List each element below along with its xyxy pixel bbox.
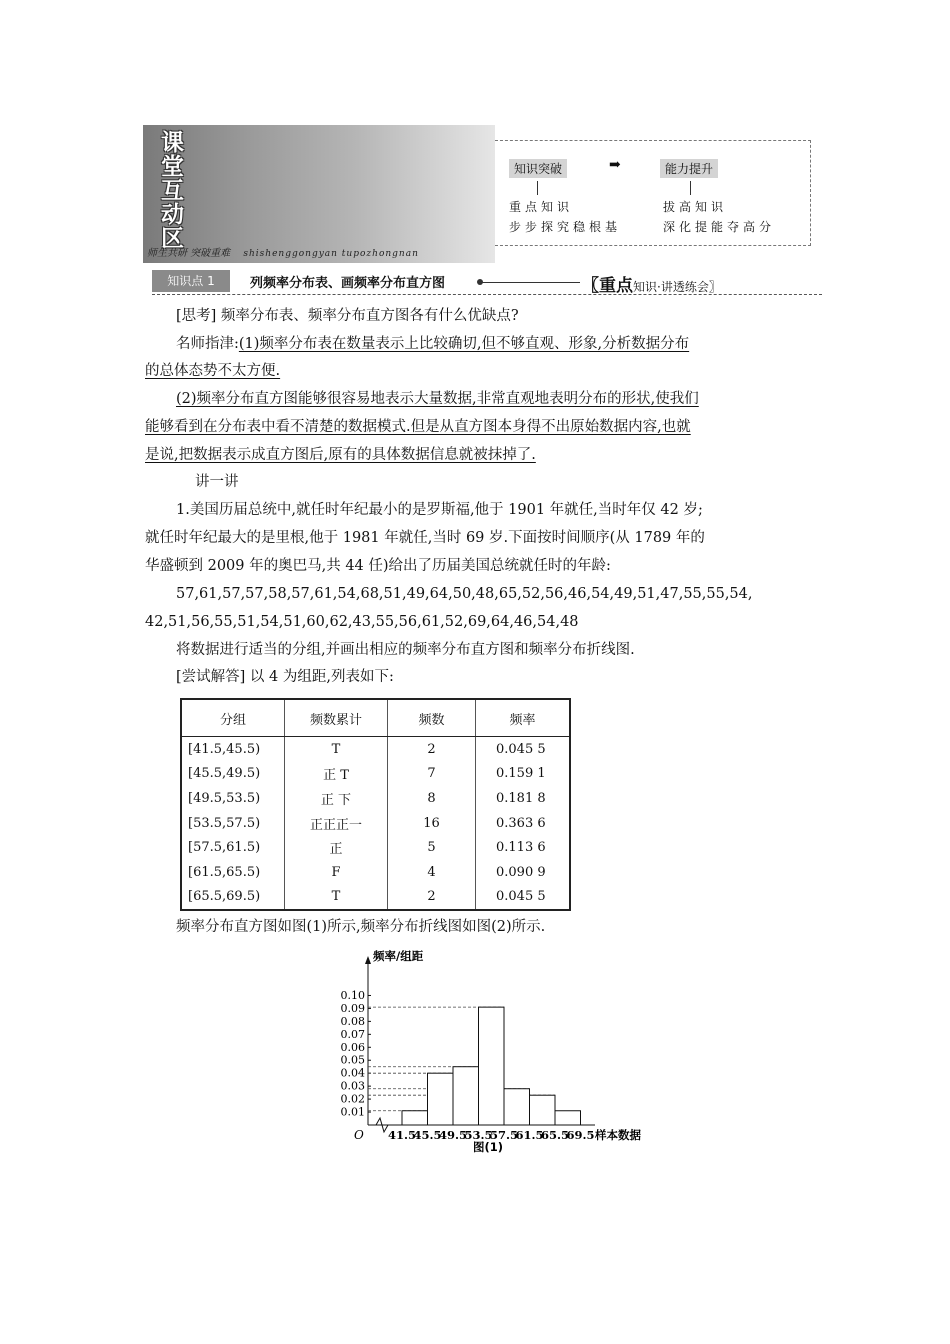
frequency-cell: 0.159 1: [496, 766, 546, 782]
table-header-row: [181, 699, 570, 737]
x-tick-label: 53.5: [464, 1128, 493, 1142]
table-row: [181, 811, 570, 836]
banner-right-line2: 深化提能夺高分: [663, 220, 776, 234]
banner-title-char: 区: [161, 226, 184, 252]
table-row: [181, 762, 570, 787]
y-tick-label: 0.07: [340, 1027, 365, 1041]
data-line: 42,51,56,55,51,54,51,60,62,43,55,56,61,52,69,64,46,54,48: [145, 614, 579, 630]
y-tick-label: 0.09: [340, 1001, 365, 1015]
histogram-bar: [504, 1089, 530, 1125]
table-header: 频数累计: [285, 699, 388, 737]
table-row: [181, 885, 570, 911]
y-tick-label: 0.03: [340, 1079, 365, 1093]
banner-title-char: 互: [161, 178, 184, 204]
x-tick-label: 45.5: [413, 1128, 442, 1142]
count-cell: 5: [388, 835, 476, 860]
problem-text: 就任时年纪最大的是里根,他于 1981 年就任,当时 69 岁.下面按时间顺序(从 1789 年的: [145, 530, 705, 546]
guide-text: 是说,把数据表示成直方图后,原有的具体数据信息就被抹掉了.: [145, 447, 536, 463]
banner-title: [161, 131, 201, 251]
banner-subtitle-text: 师生共研 突破重难: [147, 248, 231, 259]
group-cell: [41.5,45.5): [181, 737, 285, 762]
guide-label: 名师指津:: [176, 336, 239, 352]
table-row: [181, 835, 570, 860]
banner-subtitle: [147, 244, 419, 259]
banner-title-char: 课: [161, 130, 184, 156]
frequency-table: [180, 698, 571, 911]
chart-caption: 图(1): [472, 1140, 504, 1153]
tally-cell: F: [285, 860, 388, 885]
histogram-bar: [479, 1007, 505, 1125]
banner-left-line2: 步步探究稳根基: [509, 220, 622, 234]
group-cell: [53.5,57.5): [181, 811, 285, 836]
guide-text: (2)频率分布直方图能够很容易地表示大量数据,非常直观地表明分布的形状,使我们: [176, 391, 699, 407]
knowledge-chip: 知识突破: [509, 159, 567, 178]
count-cell: 16: [388, 811, 476, 836]
banner: [143, 125, 813, 263]
problem-text: 1.美国历届总统中,就任时年纪最小的是罗斯福,他于 1901 年就任,当时年仅 42 岁;: [176, 502, 703, 518]
section-header: [152, 270, 822, 295]
histogram-bar: [428, 1073, 454, 1125]
y-tick-label: 0.08: [340, 1014, 365, 1028]
divider: [537, 181, 538, 195]
x-tick-label: 57.5: [489, 1128, 519, 1142]
banner-subtitle-pinyin: shishenggongyan tupozhongnan: [243, 249, 419, 259]
y-tick-label: 0.06: [340, 1040, 365, 1054]
banner-title-char: 堂: [161, 154, 184, 180]
y-tick-label: 0.01: [340, 1105, 365, 1119]
group-cell: [49.5,53.5): [181, 786, 285, 811]
banner-right-line1: 拔高知识: [663, 200, 728, 214]
count-cell: 7: [388, 762, 476, 787]
histogram-chart: [320, 948, 660, 1153]
banner-photo: [143, 125, 495, 263]
y-tick-label: 0.02: [340, 1092, 365, 1106]
x-tick-label: 61.5: [515, 1128, 544, 1142]
x-tick-label: 41.5: [387, 1128, 417, 1142]
guide-text: 能够看到在分布表中看不清楚的数据模式.但是从直方图本身得不出原始数据内容,也就: [145, 419, 691, 435]
table-row: [181, 860, 570, 885]
arrow-icon: ➡: [609, 157, 621, 173]
data-line: 57,61,57,57,58,57,61,54,68,51,49,64,50,48,65,52,56,46,54,49,51,47,55,55,54,: [176, 586, 753, 602]
count-cell: 2: [388, 737, 476, 762]
count-cell: 8: [388, 786, 476, 811]
table-header: 分组: [181, 699, 285, 737]
group-cell: [65.5,69.5): [181, 885, 285, 911]
x-tick-label: 69.5: [566, 1128, 595, 1142]
y-tick-label: 0.10: [340, 988, 365, 1002]
answer-text: [尝试解答] 以 4 为组距,列表如下:: [176, 669, 394, 685]
divider: [690, 181, 691, 195]
origin-label: O: [354, 1128, 364, 1142]
table-row: [181, 786, 570, 811]
after-table-text: 频率分布直方图如图(1)所示,频率分布折线图如图(2)所示.: [176, 919, 546, 935]
guide-text: (1)频率分布表在数量表示上比较确切,但不够直观、形象,分析数据分布: [238, 336, 690, 352]
histogram-bar: [453, 1067, 479, 1125]
think-question: [思考] 频率分布表、频率分布直方图各有什么优缺点?: [176, 308, 519, 324]
group-cell: [61.5,65.5): [181, 860, 285, 885]
histogram-bar: [530, 1095, 556, 1125]
divider: [482, 282, 580, 283]
frequency-cell: 0.045 5: [496, 889, 546, 905]
y-axis-arrow-icon: [365, 956, 371, 964]
tally-cell: T: [285, 885, 388, 911]
table-header: 频数: [388, 699, 476, 737]
guide-line: [176, 334, 689, 354]
frequency-cell: 0.181 8: [496, 790, 546, 806]
table-row: [181, 737, 570, 762]
problem-text: 华盛顿到 2009 年的奥巴马,共 44 任)给出了历届美国总统就任时的年龄:: [145, 558, 611, 574]
y-axis-label: 频率/组距: [373, 949, 424, 963]
banner-box: [495, 140, 811, 246]
tally-cell: 正 T: [285, 762, 388, 787]
x-tick-label: 49.5: [438, 1128, 468, 1142]
section-tag: [582, 271, 721, 296]
section-tag-rest: 知识·讲透练会〗: [633, 280, 721, 294]
jiang-heading: 讲一讲: [195, 474, 239, 490]
frequency-cell: 0.363 6: [496, 815, 546, 831]
section-tag-big: 〖重点: [582, 276, 633, 296]
x-tick-label: 65.5: [540, 1128, 570, 1142]
frequency-cell: 0.045 5: [496, 741, 546, 757]
histogram-bar: [555, 1111, 581, 1125]
tally-cell: 正 下: [285, 786, 388, 811]
table-header: 频率: [476, 699, 571, 737]
count-cell: 4: [388, 860, 476, 885]
frequency-cell: 0.090 9: [496, 864, 546, 880]
histogram-bar: [402, 1111, 428, 1125]
section-title: 列频率分布表、画频率分布直方图: [250, 276, 446, 291]
tally-cell: 正正正一: [285, 811, 388, 836]
tally-cell: 正: [285, 835, 388, 860]
guide-text: 的总体态势不太方便.: [145, 363, 281, 379]
y-tick-label: 0.04: [340, 1066, 365, 1080]
task-text: 将数据进行适当的分组,并画出相应的频率分布直方图和频率分布折线图.: [176, 642, 635, 658]
group-cell: [57.5,61.5): [181, 835, 285, 860]
banner-left-line1: 重点知识: [509, 200, 574, 214]
ability-chip: 能力提升: [660, 159, 718, 178]
banner-title-char: 动: [161, 202, 184, 228]
tally-cell: T: [285, 737, 388, 762]
count-cell: 2: [388, 885, 476, 911]
x-axis-label: 样本数据: [595, 1128, 641, 1142]
group-cell: [45.5,49.5): [181, 762, 285, 787]
section-label: 知识点 1: [152, 270, 230, 292]
frequency-cell: 0.113 6: [496, 840, 546, 856]
y-tick-label: 0.05: [340, 1053, 365, 1067]
